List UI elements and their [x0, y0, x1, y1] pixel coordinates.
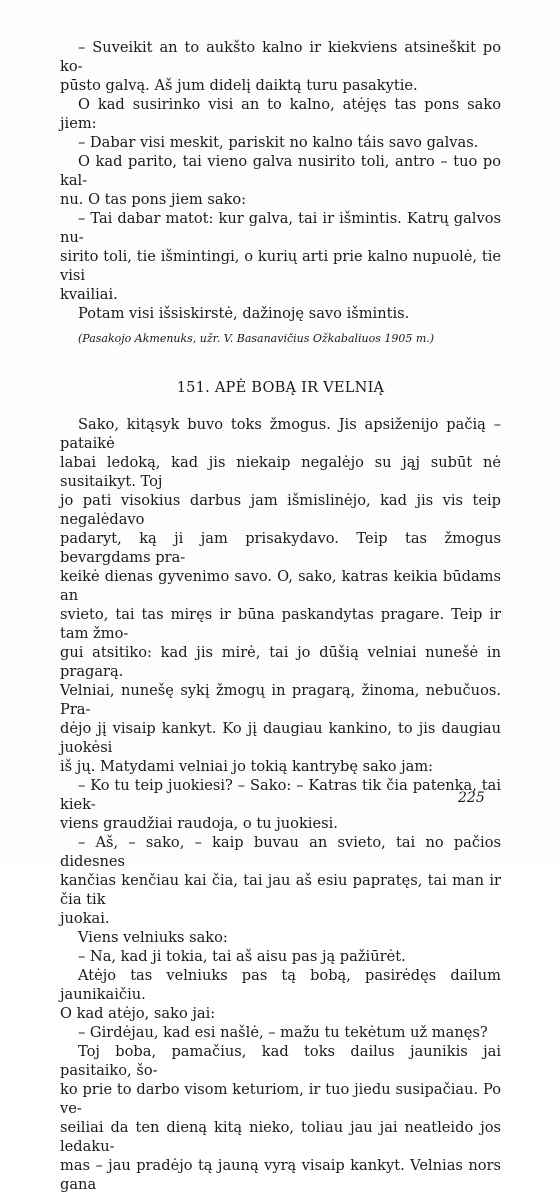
- text-line: Sako, kitąsyk buvo toks žmogus. Jis apsiženijo pačią – pataikė: [60, 416, 506, 452]
- text-line: – Aš, – sako, – kaip buvau an svieto, tai no pačios didesnes: [60, 834, 506, 870]
- text-line: nu. O tas pons jiem sako:: [60, 191, 247, 208]
- text-line: mas – jau pradėjo tą jauną vyrą visaip kankyt. Velnias nors gana: [60, 1157, 506, 1193]
- text-line: – Na, kad ji tokia, tai aš aisu pas ją pažiūrėt.: [78, 948, 406, 965]
- text-line: gui atsitiko: kad jis mirė, tai jo dūšią velniai nunešė in pragarą.: [60, 644, 506, 680]
- page-number: 225: [458, 790, 485, 806]
- text-line: ko prie to darbo visom keturiom, ir tuo jiedu susipačiau. Po ve-: [60, 1081, 506, 1117]
- text-line: Toj boba, pamačius, kad toks dailus jaunikis jai pasitaiko, šo-: [60, 1043, 506, 1079]
- text-line: dėjo jį visaip kankyt. Ko jį daugiau kankino, to jis daugiau juokėsi: [60, 720, 506, 756]
- previous-tale-ending: [60, 38, 506, 323]
- text-line: – Girdėjau, kad esi našlė, – mažu tu tekėtum už manęs?: [78, 1024, 488, 1041]
- text-line: juokai.: [60, 910, 110, 927]
- text-line: sirito toli, tie išmintingi, o kurių arti prie kalno nupuolė, tie visi: [60, 248, 506, 284]
- text-line: Velniai, nunešę sykį žmogų in pragarą, žinoma, nebučuos. Pra-: [60, 682, 506, 718]
- text-line: jo pati visokius darbus jam išmislinėjo, kad jis vis teip negalėdavo: [60, 492, 506, 528]
- text-line: kvailiai.: [60, 286, 118, 303]
- text-line: keikė dienas gyvenimo savo. O, sako, katras keikia būdams an: [60, 568, 506, 604]
- text-line: seiliai da ten dieną kitą nieko, toliau jau jai neatleido jos ledaku-: [60, 1119, 506, 1155]
- text-line: iš jų. Matydami velniai jo tokią kantrybę sako jam:: [60, 758, 434, 775]
- source-note: (Pasakojo Akmenuks, užr. V. Basanavičius Ožkabaliuos 1905 m.): [78, 332, 435, 345]
- text-line: padaryt, ką ji jam prisakydavo. Teip tas žmogus bevargdams pra-: [60, 530, 506, 566]
- text-line: kančias kenčiau kai čia, tai jau aš esiu papratęs, tai man ir čia tik: [60, 872, 506, 908]
- text-line: O kad parito, tai vieno galva nusirito toli, antro – tuo po kal-: [60, 153, 506, 189]
- text-line: O kad atėjo, sako jai:: [60, 1005, 216, 1022]
- text-line: O kad susirinko visi an to kalno, atėjęs tas pons sako jiem:: [60, 96, 506, 132]
- text-line: Viens velniuks sako:: [78, 929, 228, 946]
- text-line: Potam visi išsiskirstė, dažinoję savo išmintis.: [78, 305, 410, 322]
- text-line: – Tai dabar matot: kur galva, tai ir išmintis. Katrų galvos nu-: [60, 210, 506, 246]
- tale-heading: 151. APĖ BOBĄ IR VELNIĄ: [176, 379, 385, 396]
- text-line: pūsto galvą. Aš jum didelį daiktą turu pasakytie.: [60, 77, 418, 94]
- text-line: – Suveikit an to aukšto kalno ir kiekviens atsineškit po ko-: [60, 39, 506, 75]
- text-line: labai ledoką, kad jis niekaip negalėjo su jąj subūt nė susitaikyt. Toj: [60, 454, 506, 490]
- text-line: viens graudžiai raudoja, o tu juokiesi.: [60, 815, 338, 832]
- tale-body: [60, 415, 506, 1194]
- text-block: [60, 38, 506, 1194]
- text-line: svieto, tai tas miręs ir būna paskandytas pragare. Teip ir tam žmo-: [60, 606, 506, 642]
- text-line: Atėjo tas velniuks pas tą bobą, pasirėdęs dailum jaunikaičiu.: [60, 967, 506, 1003]
- text-line: – Ko tu teip juokiesi? – Sako: – Katras tik čia patenka, tai kiek-: [60, 777, 506, 813]
- text-line: – Dabar visi meskit, pariskit no kalno táis savo galvas.: [78, 134, 479, 151]
